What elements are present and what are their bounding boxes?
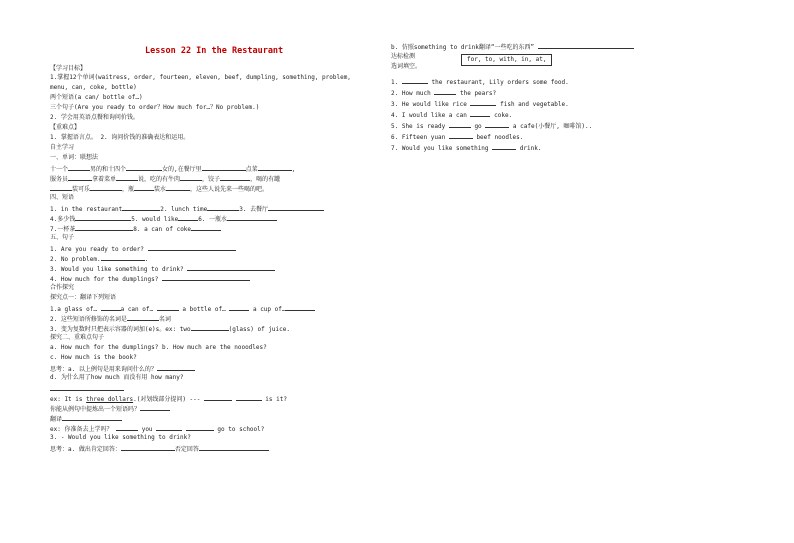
fill-blank[interactable] — [220, 174, 250, 181]
fill-blank[interactable] — [485, 121, 509, 128]
fill-line: 3. He would like rice fish and vegetable. — [391, 101, 569, 108]
fill-blank[interactable] — [191, 324, 229, 331]
sentence-line: 4. How much for the dumplings? — [50, 274, 250, 284]
fill-line: 1. the restaurant, Lily orders some food. — [391, 79, 569, 86]
example-line: ex: It is three dollars.(对划线部分提问) --- is it? — [50, 396, 287, 403]
goal-line: 2. 学会用英语点餐和询问价钱。 — [50, 114, 139, 121]
exercise-line: 1.a glass of… a can of… a bottle of… a cup of… — [50, 304, 315, 314]
example-line: a. How much for the dumplings? b. How much are the nooodles? — [50, 344, 267, 351]
fill-blank[interactable] — [50, 184, 72, 191]
fill-blank[interactable] — [180, 174, 202, 181]
section-heading: 达标检测 — [391, 53, 416, 60]
fill-blank[interactable] — [285, 304, 315, 311]
page-title: Lesson 22 In the Restaurant — [145, 46, 284, 56]
fill-blank[interactable] — [449, 121, 471, 128]
section-heading: 一、单词：联想法 — [50, 154, 99, 161]
fill-blank[interactable] — [202, 164, 246, 171]
fill-blank[interactable] — [156, 424, 182, 431]
word-line: 服务员 拿着菜单 说，吃的有牛肉 ，饺子 ，喝的有罐 — [50, 176, 281, 183]
fill-blank[interactable] — [268, 204, 324, 211]
goal-line: 1.掌握12个单词(waitress, order, fourteen, eleven, beef, dumpling, something, problem, — [50, 74, 351, 81]
sentence-line: 1. Are you ready to order? — [50, 244, 236, 254]
fill-blank[interactable] — [162, 274, 250, 281]
fill-blank[interactable] — [157, 364, 195, 371]
fill-line: 4. I would like a can coke. — [391, 112, 513, 119]
section-heading: 五、句子 — [50, 234, 75, 241]
fill-blank[interactable] — [191, 224, 221, 231]
think-line — [50, 384, 124, 394]
fill-blank[interactable] — [75, 224, 133, 231]
fill-blank[interactable] — [122, 204, 160, 211]
think-line: 思考：a. 做出肯定回答： 否定回答 — [50, 444, 269, 454]
fill-blank[interactable] — [207, 204, 239, 211]
fill-blank[interactable] — [402, 77, 428, 84]
think-line: 翻译 — [50, 414, 122, 424]
section-heading: 探究二、重难点句子 — [50, 334, 105, 341]
fill-blank[interactable] — [68, 164, 90, 171]
fill-line: 5. She is ready go a cafe(小餐厅, 咖啡馆).. — [391, 123, 593, 130]
goal-line: menu, can, coke, bottle) — [50, 84, 137, 91]
section-heading: 自主学习 — [50, 144, 75, 151]
fill-blank[interactable] — [229, 304, 249, 311]
phrase-line: 7.一杯茶 8. a can of coke — [50, 224, 221, 234]
fill-blank[interactable] — [449, 132, 473, 139]
fill-blank[interactable] — [236, 394, 262, 401]
fill-blank[interactable] — [227, 214, 277, 221]
fill-blank[interactable] — [166, 184, 190, 191]
think-line: 思考：a. 以上例句是用来询问什么的？ — [50, 364, 195, 374]
fill-blank[interactable] — [470, 110, 490, 117]
fill-blank[interactable] — [187, 264, 275, 271]
section-heading: 探究点一：翻译下列短语 — [50, 294, 117, 301]
fill-blank[interactable] — [538, 42, 634, 49]
phrase-line: 1. in the restaurant 2. lunch time 3. 去餐厅 — [50, 204, 324, 214]
phrase-line: 4.多少钱 5. would like 6. 一瓶水 — [50, 214, 277, 224]
fill-blank[interactable] — [75, 214, 131, 221]
fill-blank[interactable] — [90, 184, 122, 191]
fill-line: 2. How much the pears? — [391, 90, 497, 97]
example-line: c. How much is the book? — [50, 354, 137, 361]
fill-blank[interactable] — [116, 174, 138, 181]
fill-blank[interactable] — [178, 214, 198, 221]
fill-blank[interactable] — [492, 143, 516, 150]
word-line: 十一个 男的和十四个 女的,在餐厅里 点菜 , — [50, 166, 296, 173]
fill-blank[interactable] — [134, 184, 154, 191]
fill-blank[interactable] — [148, 244, 236, 251]
word-bank-box: for, to, with, in, at, — [461, 54, 552, 66]
translate-line: b. 仿照something to drink翻译“一些吃的东西” — [391, 42, 634, 52]
fill-blank[interactable] — [127, 314, 159, 321]
fill-blank[interactable] — [121, 444, 175, 451]
exercise-line: 2. 这些短语所修饰的名词是 名词 — [50, 316, 171, 323]
fill-blank[interactable] — [186, 424, 214, 431]
example-line: 3. - Would you like something to drink? — [50, 434, 191, 441]
example-line: ex: 你准备去上学吗？ you go to school? — [50, 426, 265, 433]
fill-blank[interactable] — [140, 404, 170, 411]
section-heading: 四、短语 — [50, 194, 75, 201]
sentence-line: 2. No problem. . — [50, 256, 149, 263]
sentence-line: 3. Would you like something to drink? — [50, 264, 275, 274]
fill-blank[interactable] — [258, 164, 292, 171]
think-line: 你能从例句中提炼出一个短语吗？ — [50, 404, 170, 414]
fill-blank[interactable] — [62, 414, 122, 421]
fill-blank[interactable] — [199, 444, 269, 451]
fill-blank[interactable] — [126, 164, 162, 171]
exercise-line: 3. 变为复数时只把表示容器的词加(e)s。ex: two (glass) of juice. — [50, 326, 290, 333]
goal-line: 两个短语(a can/ bottle of…) — [50, 94, 143, 101]
fill-blank[interactable] — [470, 99, 496, 106]
fill-blank[interactable] — [204, 394, 232, 401]
goals-heading: 【学习目标】 — [50, 65, 87, 72]
fill-blank[interactable] — [68, 174, 92, 181]
fill-line: 6. Fifteen yuan beef noodles. — [391, 134, 524, 141]
fill-blank[interactable] — [434, 88, 456, 95]
key-line: 1. 掌握语言点。 2. 询问价钱的准确表达和运用。 — [50, 134, 190, 141]
fill-blank[interactable] — [101, 254, 145, 261]
fill-blank[interactable] — [101, 304, 121, 311]
think-line: d. 为什么用了how much 而没有用 how many? — [50, 374, 184, 381]
fill-blank[interactable] — [116, 424, 138, 431]
goal-line: 三个句子(Are you ready to order？How much for…？No problem.) — [50, 104, 260, 111]
key-heading: 【重难点】 — [50, 124, 81, 131]
fill-blank[interactable] — [157, 304, 179, 311]
fill-blank[interactable] — [50, 384, 124, 391]
section-heading: 选词填空。 — [391, 63, 422, 70]
section-heading: 合作探究 — [50, 284, 75, 291]
word-line: 装可乐 ，瓶 装水 ，这些人说先来一些喝的吧。 — [50, 184, 268, 194]
fill-line: 7. Would you like something drink. — [391, 145, 542, 152]
